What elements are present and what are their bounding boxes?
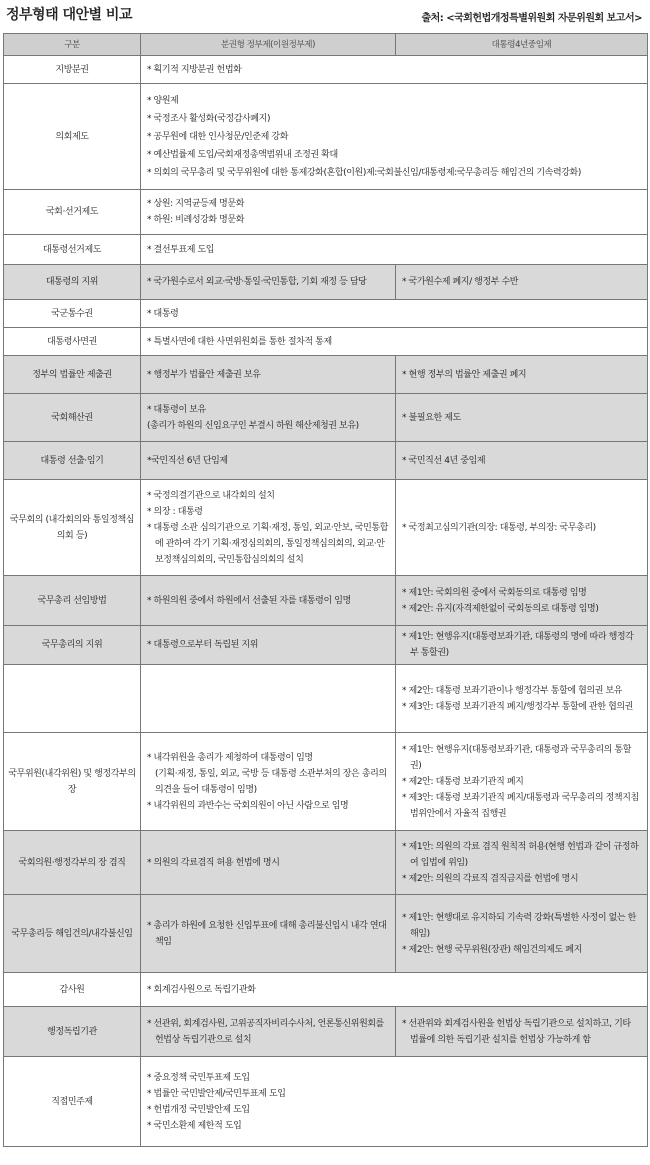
row-cell-four-year <box>396 265 648 300</box>
cell-item: * 국가원수제 폐지/ 행정부 수반 <box>402 277 519 287</box>
cell-item: * 법률안 국민발안제/국민투표제 도입 <box>147 1088 286 1099</box>
cell-item: * 국정조사 활성화(국정감사폐지) <box>147 113 271 124</box>
cell-item: * 국민직선 4년 중임제 <box>402 455 486 466</box>
row-cell-decentralized <box>141 895 396 973</box>
row-cell-four-year <box>396 480 648 576</box>
table-row <box>4 300 648 328</box>
row-cell-four-year <box>396 576 648 626</box>
row-merged-cell <box>141 84 648 190</box>
table-header-row <box>4 34 648 56</box>
cell-item: * 선관위, 회계검사원, 고위공직자비리수사처, 언론통신위원회를 헌법상 독립기관으로 설치 <box>147 1018 384 1045</box>
row-cell-decentralized <box>141 394 396 442</box>
table-row <box>4 480 648 576</box>
row-category: 국무회의 (내각회의와 통일정책심의회 등) <box>4 480 141 576</box>
row-cell-decentralized <box>141 831 396 895</box>
row-category: 감사원 <box>4 973 141 1007</box>
row-cell-decentralized <box>141 442 396 480</box>
cell-item: * 제1안: 현행유지(대통령보좌기관, 대통령의 명에 따라 행정각부 통할권) <box>402 632 634 658</box>
cell-item: * 헌법개정 국민발안제 도입 <box>147 1104 250 1115</box>
row-category: 직접민주제 <box>4 1057 141 1147</box>
table-row <box>4 665 648 733</box>
row-category: 국무위원(내각위원) 및 행정각부의 장 <box>4 733 141 831</box>
cell-item: * 제3안: 대통령 보좌기관직 폐지/대통령과 국무총리의 정책지침 범위안에서 자율적 집행권 <box>402 792 639 819</box>
row-category: 국무총리 선임방법 <box>4 576 141 626</box>
row-cell-four-year <box>396 626 648 665</box>
cell-item: * 제2안: 대통령 보좌기관이나 행정각부 통할에 협의권 보유 <box>402 685 623 696</box>
cell-item: * 제3안: 대통령 보좌기관직 폐지/행정각부 통할에 관한 협의권 <box>402 701 633 712</box>
cell-item: * 공무원에 대한 인사청문/인준제 강화 <box>147 131 288 142</box>
cell-item: * 제2안: 의원의 각료직 겸직금지를 헌법에 명시 <box>402 873 579 884</box>
table-row <box>4 235 648 265</box>
header-four-year-two-term: 대통령4년중임제 <box>396 34 648 56</box>
cell-item: * 특별사면에 대한 사면위원회를 통한 절차적 통제 <box>147 336 332 347</box>
cell-item: * 대통령 소관 심의기관으로 기획·재정, 통일, 외교·안보, 국민통합에 관하여 각기 기획·재정심의회의, 통일정책심의회의, 외교·안보정책심의회의, 국민통합심의회의 설치 <box>147 522 388 565</box>
document-header <box>0 0 650 30</box>
row-cell-four-year <box>396 442 648 480</box>
cell-item: * 예산법률제 도입/국회재정총액범위내 조정권 확대 <box>147 149 338 160</box>
cell-item: * 국가원수로서 외교·국방·통일·국민통합, 기회 재정 등 담당 <box>147 277 367 287</box>
row-category: 정부의 법률안 제출권 <box>4 356 141 394</box>
cell-item: * 결선투표제 도입 <box>147 244 215 255</box>
row-category: 국회·선거제도 <box>4 190 141 235</box>
row-cell-decentralized <box>141 626 396 665</box>
cell-item: * 제1안: 현행유지(대통령보좌기관, 대통령과 국무총리의 통할권) <box>402 744 631 771</box>
cell-item: * 하원: 비례성강화 명문화 <box>147 215 245 225</box>
row-cell-decentralized <box>141 480 396 576</box>
row-cell-four-year <box>396 831 648 895</box>
cell-item: * 불필요한 제도 <box>402 412 461 423</box>
table-row <box>4 895 648 973</box>
cell-item: * 국정의결기관으로 내각회의 설치 <box>147 490 275 501</box>
table-row <box>4 56 648 84</box>
row-cell-decentralized <box>141 733 396 831</box>
cell-item: * 중요정책 국민투표제 도입 <box>147 1072 250 1083</box>
cell-item: * 내각위원을 총리가 제청하여 대통령이 임명 <box>147 752 313 763</box>
document-title: 정부형태 대안별 비교 <box>6 7 132 23</box>
cell-item: * 내각위원의 과반수는 국회의원이 아닌 사람으로 임명 <box>147 800 349 811</box>
row-merged-cell <box>141 235 648 265</box>
row-cell-four-year <box>396 665 648 733</box>
cell-item: * 대통령 <box>147 308 179 319</box>
row-category <box>4 665 141 733</box>
table-row <box>4 442 648 480</box>
cell-item: * 총리가 하원에 요청한 신임투표에 대해 총리불신임시 내각 연대책임 <box>147 920 387 947</box>
table-row <box>4 328 648 356</box>
row-category: 국무총리의 지위 <box>4 626 141 665</box>
header-decentralized-government: 분권형 정부제(이원정부제) <box>141 34 396 56</box>
table-row <box>4 626 648 665</box>
row-cell-four-year <box>396 394 648 442</box>
row-cell-decentralized <box>141 1007 396 1057</box>
row-category: 행정독립기관 <box>4 1007 141 1057</box>
table-row <box>4 831 648 895</box>
row-cell-four-year <box>396 1007 648 1057</box>
cell-item: * 회계검사원으로 독립기관화 <box>147 984 256 995</box>
table-row <box>4 356 648 394</box>
row-category: 대통령사면권 <box>4 328 141 356</box>
row-category: 국군통수권 <box>4 300 141 328</box>
row-category: 대통령 선출·임기 <box>4 442 141 480</box>
row-merged-cell <box>141 300 648 328</box>
cell-item: * 상원: 지역균등제 명문화 <box>147 199 245 209</box>
table-row <box>4 733 648 831</box>
row-merged-cell <box>141 1057 648 1147</box>
cell-item: * 국민소환제 제한적 도입 <box>147 1120 242 1131</box>
cell-item: * 국정최고심의기관(의장: 대통령, 부의장: 국무총리) <box>402 522 596 533</box>
row-category: 국회해산권 <box>4 394 141 442</box>
table-row <box>4 190 648 235</box>
row-category: 지방분권 <box>4 56 141 84</box>
cell-item: (총리가 하원의 신임요구인 부결시 하원 해산제청권 보유) <box>147 420 359 431</box>
row-merged-cell <box>141 190 648 235</box>
cell-item: *국민직선 6년 단임제 <box>147 455 228 466</box>
cell-item: * 제1안: 국회의원 중에서 국회동의로 대통령 임명 <box>402 587 587 598</box>
cell-item: * 제2안: 현행 국무위원(장관) 해임건의제도 폐지 <box>402 944 582 955</box>
row-category: 국무총리등 해임건의/내각불신임 <box>4 895 141 973</box>
table-row <box>4 1057 648 1147</box>
row-cell-four-year <box>396 895 648 973</box>
cell-item: * 하원의원 중에서 하원에서 선출된 자를 대통령이 임명 <box>147 595 351 606</box>
table-row <box>4 394 648 442</box>
cell-item: * 대통령으로부터 독립된 지위 <box>147 640 259 650</box>
document-source: 출처: <국회헌법개정특별위원회 자문위원회 보고서> <box>421 13 642 24</box>
row-category: 의회제도 <box>4 84 141 190</box>
cell-item: * 양원제 <box>147 95 179 106</box>
row-category: 대통령의 지위 <box>4 265 141 300</box>
row-cell-decentralized <box>141 356 396 394</box>
row-category: 대통령선거제도 <box>4 235 141 265</box>
table-row <box>4 1007 648 1057</box>
table-row <box>4 265 648 300</box>
cell-item: * 제1안: 현행대로 유지하되 기속력 강화(특별한 사정이 없는 한 해임) <box>402 912 636 939</box>
cell-item: * 대통령이 보유 <box>147 404 206 415</box>
cell-item: * 현행 정부의 법률안 제출권 폐지 <box>402 369 527 380</box>
row-cell-decentralized <box>141 576 396 626</box>
table-row <box>4 973 648 1007</box>
row-merged-cell <box>141 328 648 356</box>
cell-item: * 의장 : 대통령 <box>147 506 203 517</box>
row-cell-decentralized <box>141 665 396 733</box>
cell-item: * 제1안: 의원의 각료 겸직 원칙적 허용(현행 헌법과 같이 규정하여 입법에 위임) <box>402 841 639 868</box>
row-cell-four-year <box>396 356 648 394</box>
cell-item: * 제2안: 대통령 보좌기관직 폐지 <box>402 776 524 787</box>
cell-item: * 의회의 국무총리 및 국무위원에 대한 통제강화(혼합(이원)제:국회불신임/대통령제:국무총리등 해임건의 기속력강화) <box>147 167 581 178</box>
table-row <box>4 84 648 190</box>
table-row <box>4 576 648 626</box>
header-category: 구분 <box>4 34 141 56</box>
row-cell-decentralized <box>141 265 396 300</box>
cell-item: (기획·재정, 통일, 외교, 국방 등 대통령 소관부처의 장은 총리의 의견을 들어 대통령이 임명) <box>155 768 387 795</box>
row-category: 국회의원·행정각부의 장 겸직 <box>4 831 141 895</box>
cell-item: * 획기적 지방분권 헌법화 <box>147 64 242 75</box>
row-merged-cell <box>141 973 648 1007</box>
row-merged-cell <box>141 56 648 84</box>
comparison-table <box>3 33 648 1147</box>
cell-item: * 제2안: 유지(자격제한없이 국회동의로 대통령 임명) <box>402 603 599 614</box>
cell-item: * 행정부가 법률안 제출권 보유 <box>147 369 261 380</box>
cell-item: * 의원의 각료겸직 허용 헌법에 명시 <box>147 857 280 868</box>
cell-item: * 선관위와 회계검사원을 헌법상 독립기관으로 설치하고, 기타 법률에 의한 독립기관 설치를 헌법상 가능하게 함 <box>402 1018 631 1045</box>
row-cell-four-year <box>396 733 648 831</box>
